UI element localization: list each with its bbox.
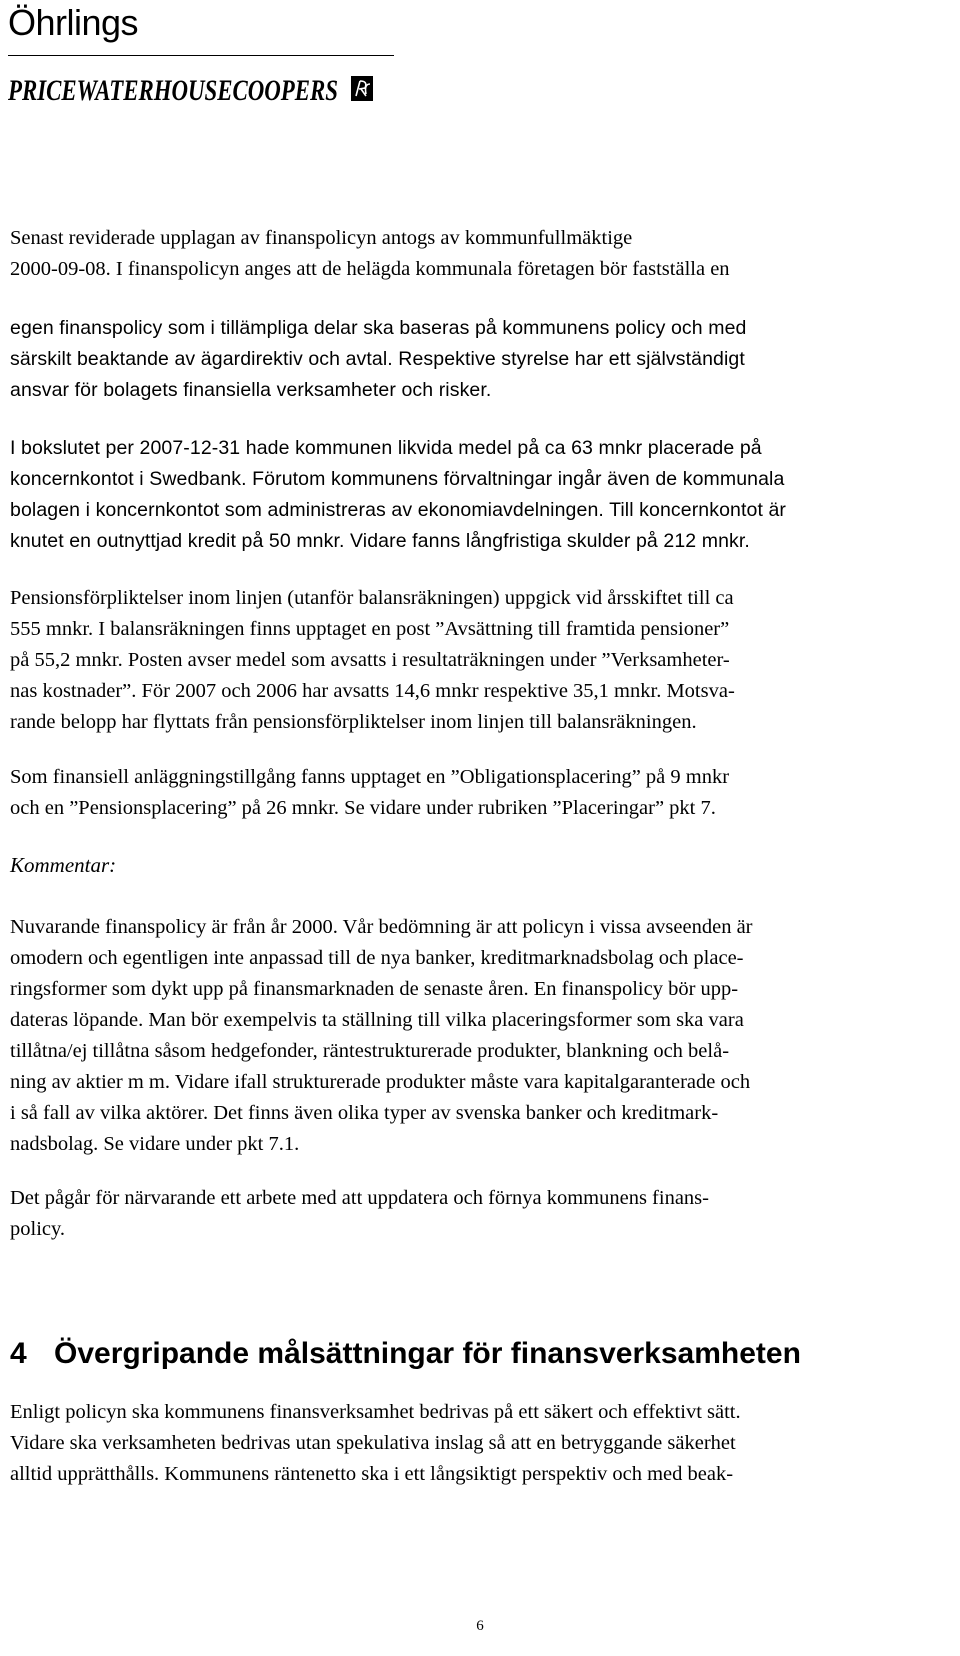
- section-heading: [10, 1334, 801, 1374]
- text-line: Senast reviderade upplagan av finanspolicyn antogs av kommunfullmäktige: [10, 227, 633, 249]
- comment-label: Kommentar:: [10, 853, 117, 877]
- text-line: alltid upprätthålls. Kommunens räntenetto ska i ett långsiktigt perspektiv och med beak-: [10, 1463, 734, 1485]
- paragraph-5: [10, 762, 940, 824]
- text-line: ansvar för bolagets finansiella verksamheter och risker.: [10, 379, 492, 401]
- text-line: I bokslutet per 2007-12-31 hade kommunen likvida medel på ca 63 mnkr placerade på: [10, 437, 762, 459]
- paragraph-3: [10, 433, 940, 557]
- paragraph-2: [10, 313, 940, 406]
- text-line: särskilt beaktande av ägardirektiv och avtal. Respektive styrelse har ett självständigt: [10, 348, 745, 370]
- text-line: 2000-09-08. I finanspolicyn anges att de helägda kommunala företagen bör fastställa en: [10, 258, 730, 280]
- text-line: och en ”Pensionsplacering” på 26 mnkr. Se vidare under rubriken ”Placeringar” pkt 7.: [10, 797, 716, 819]
- text-line: Vidare ska verksamheten bedrivas utan spekulativa inslag så att en betryggande säkerhet: [10, 1432, 736, 1454]
- brand-divider: [8, 55, 394, 56]
- text-line: Enligt policyn ska kommunens finansverksamhet bedrivas på ett säkert och effektivt sätt.: [10, 1401, 741, 1423]
- page-header: [8, 0, 408, 130]
- page-number: 6: [476, 1618, 484, 1634]
- paragraph-1: [10, 223, 940, 285]
- text-line: egen finanspolicy som i tillämpliga delar ska baseras på kommunens policy och med: [10, 317, 747, 339]
- paragraph-7: [10, 1183, 940, 1245]
- text-line: 555 mnkr. I balansräkningen finns upptaget en post ”Avsättning till framtida pensioner”: [10, 618, 730, 640]
- pwc-logo: [8, 64, 388, 110]
- text-line: omodern och egentligen inte anpassad till de nya banker, kreditmarknadsbolag och place-: [10, 947, 744, 969]
- text-line: nas kostnader”. För 2007 och 2006 har avsatts 14,6 mnkr respektive 35,1 mnkr. Motsva-: [10, 680, 735, 702]
- paragraph-4: [10, 583, 940, 738]
- text-line: Pensionsförpliktelser inom linjen (utanför balansräkningen) uppgick vid årsskiftet till ca: [10, 587, 734, 609]
- text-line: nadsbolag. Se vidare under pkt 7.1.: [10, 1133, 300, 1155]
- text-line: dateras löpande. Man bör exempelvis ta ställning till vilka placeringsformer som ska vara: [10, 1009, 744, 1031]
- text-line: ringsformer som dykt upp på finansmarknaden de senaste åren. En finanspolicy bör upp-: [10, 978, 739, 1000]
- text-line: Som finansiell anläggningstillgång fanns upptaget en ”Obligationsplacering” på 9 mnkr: [10, 766, 730, 788]
- text-line: bolagen i koncernkontot som administreras av ekonomiavdelningen. Till koncernkontot är: [10, 499, 787, 521]
- text-line: ning av aktier m m. Vidare ifall strukturerade produkter måste vara kapitalgaranterade och: [10, 1071, 751, 1093]
- text-line: koncernkontot i Swedbank. Förutom kommunens förvaltningar ingår även de kommunala: [10, 468, 785, 490]
- text-line: knutet en outnyttjad kredit på 50 mnkr. Vidare fanns långfristiga skulder på 212 mnkr.: [10, 530, 750, 552]
- text-line: Nuvarande finanspolicy är från år 2000. Vår bedömning är att policyn i vissa avseenden är: [10, 916, 753, 938]
- text-line: på 55,2 mnkr. Posten avser medel som avsatts i resultaträkningen under ”Verksamheter-: [10, 649, 730, 671]
- paragraph-8: [10, 1397, 940, 1490]
- section-number: 4: [10, 1337, 27, 1370]
- text-line: tillåtna/ej tillåtna såsom hedgefonder, räntestrukturerade produkter, blankning och belå-: [10, 1040, 730, 1062]
- paragraph-6: [10, 912, 940, 1160]
- pwc-logo-wordmark: PRICEWATERHOUSECOOPERS: [7, 74, 339, 107]
- brand-name: Öhrlings: [8, 2, 139, 43]
- section-title: Övergripande målsättningar för finansverksamheten: [54, 1337, 801, 1370]
- text-line: Det pågår för närvarande ett arbete med att uppdatera och förnya kommunens finans-: [10, 1187, 709, 1209]
- text-line: i så fall av vilka aktörer. Det finns även olika typer av svenska banker och kreditmark-: [10, 1102, 719, 1124]
- text-line: rande belopp har flyttats från pensionsförpliktelser inom linjen till balansräkningen.: [10, 711, 697, 733]
- text-line: policy.: [10, 1218, 66, 1240]
